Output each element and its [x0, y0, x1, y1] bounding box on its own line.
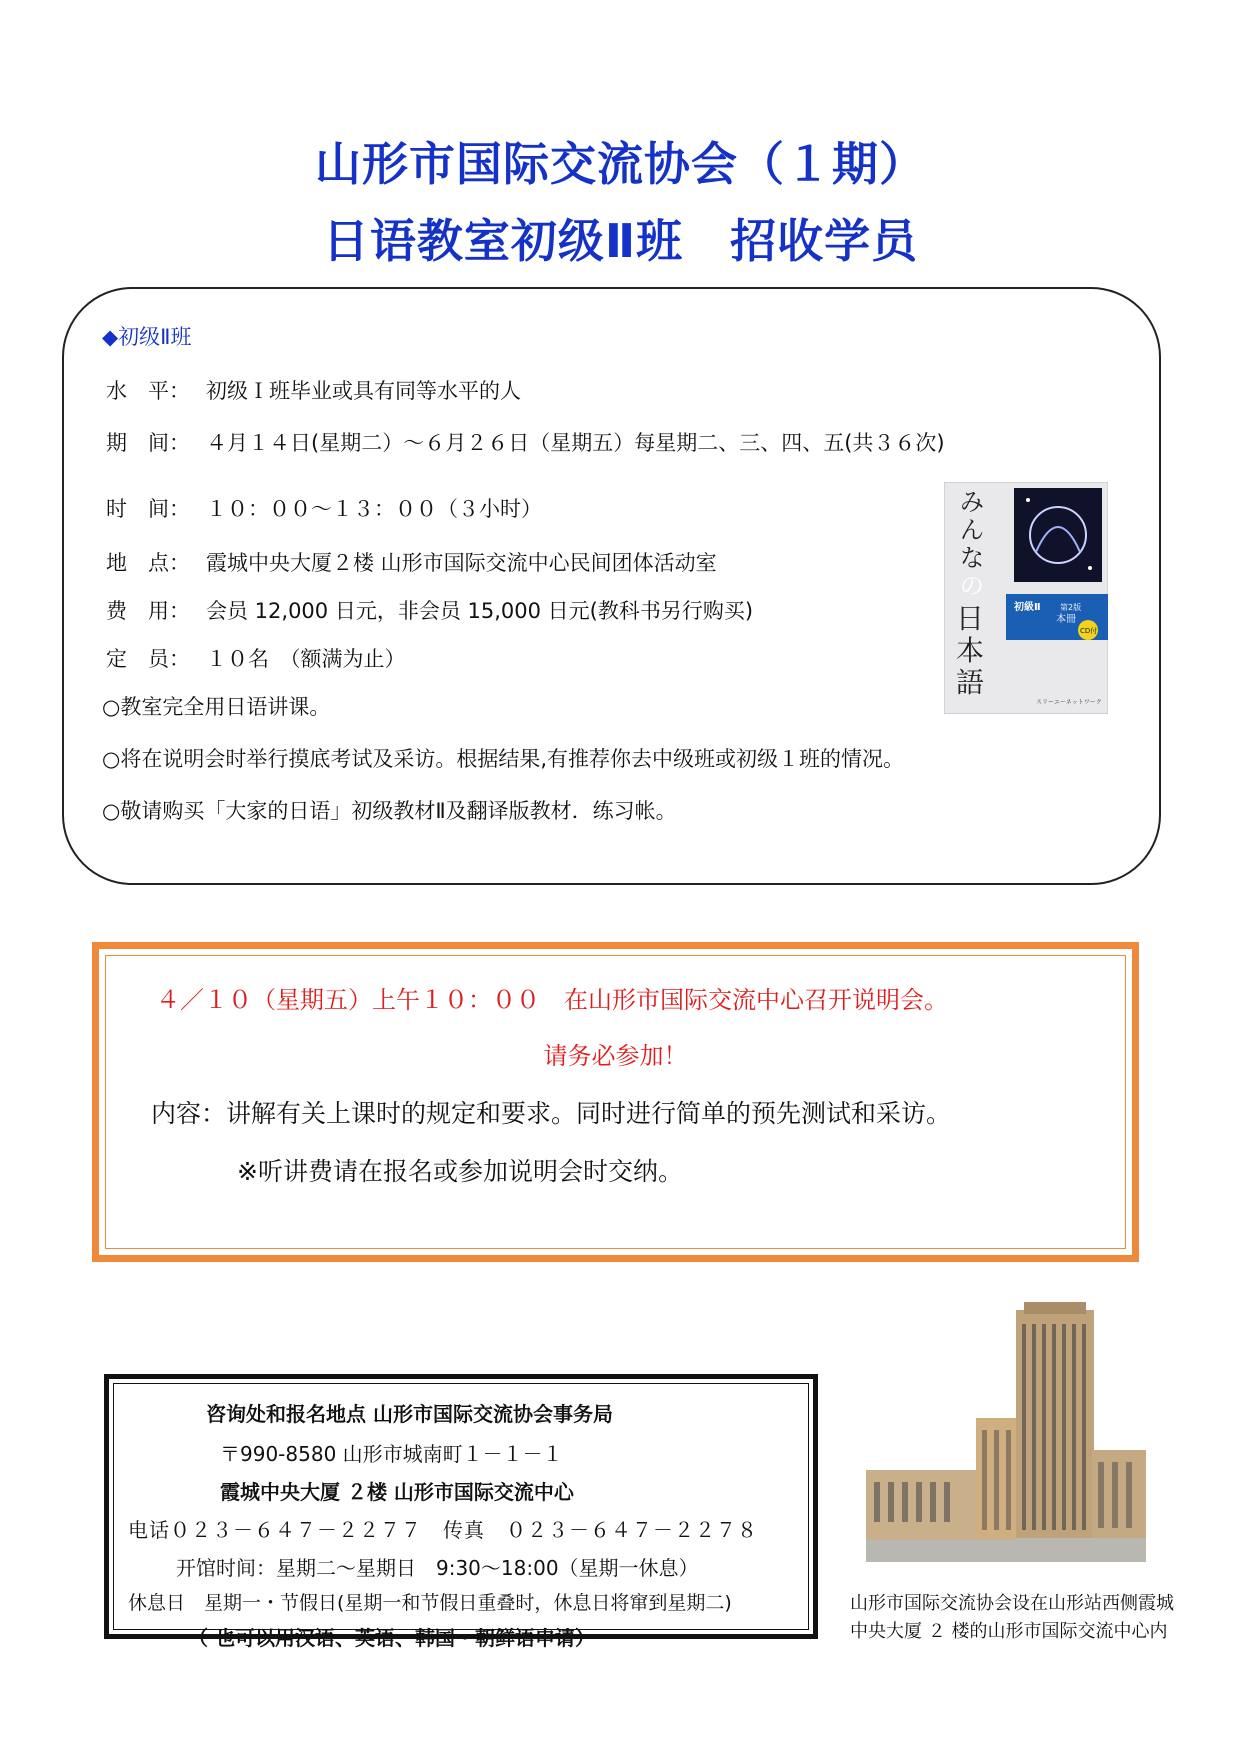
row-label: 费 用：: [106, 599, 190, 623]
cover-edition: 第2版: [1060, 603, 1082, 612]
course-row-place: [106, 547, 717, 577]
briefing-fee-note: ※听讲费请在报名或参加说明会时交纳。: [237, 1157, 683, 1186]
textbook-cover-image: [944, 482, 1108, 714]
row-value: １０名 （额满为止）: [206, 647, 406, 671]
course-note: ○敬请购买「大家的日语」初级教材Ⅱ及翻译版教材．练习帐。: [102, 799, 677, 823]
contact-inner-frame: [113, 1383, 809, 1650]
row-label: 定 员：: [106, 647, 190, 671]
course-info-box: [62, 287, 1161, 885]
cover-title-char: 本: [956, 634, 985, 667]
class-heading: ◆初级Ⅱ班: [102, 325, 192, 349]
contact-holidays: 休息日 星期一・节假日(星期一和节假日重叠时，休息日将窜到星期二): [128, 1592, 732, 1614]
contact-box: [104, 1374, 818, 1650]
cover-cd: CD付: [1080, 627, 1098, 635]
course-row-period: [106, 427, 945, 457]
briefing-inner-frame: [105, 955, 1126, 1249]
cover-publisher: スリーエーネットワーク: [1036, 699, 1102, 706]
row-value: 霞城中央大厦２楼 山形市国际交流中心民间团体活动室: [206, 551, 717, 575]
cover-level: 初級Ⅱ: [1014, 602, 1041, 613]
contact-title: 咨询处和报名地点 山形市国际交流协会事务局: [206, 1402, 613, 1426]
course-row-time: [106, 493, 542, 523]
contact-address: 〒990-8580 山形市城南町１－１－１: [220, 1442, 563, 1466]
cover-title-char: 語: [956, 666, 985, 699]
row-label: 期 间：: [106, 431, 190, 455]
cover-title-char: ん: [960, 516, 984, 544]
cover-title-char: な: [960, 544, 984, 572]
course-row-capacity: [106, 643, 406, 673]
cover-volume: 本冊: [1056, 614, 1076, 625]
briefing-content: 内容：讲解有关上课时的规定和要求。同时进行简单的预先测试和采访。: [151, 1099, 952, 1128]
row-label: 地 点：: [106, 551, 190, 575]
row-label: 时 间：: [106, 497, 190, 521]
contact-opening-hours: 开馆时间：星期二～星期日 9:30～18:00（星期一休息）: [176, 1556, 699, 1580]
cover-title-char: み: [960, 488, 984, 516]
course-note: ○将在说明会时举行摸底考试及采访。根据结果,有推荐你去中级班或初级１班的情况。: [102, 747, 904, 771]
contact-phone-fax: 电话０２３－６４７－２２７７ 传真 ０２３－６４７－２２７８: [128, 1518, 758, 1542]
cover-title-char: の: [960, 572, 984, 600]
contact-building: 霞城中央大厦 ２楼 山形市国际交流中心: [220, 1480, 574, 1504]
row-label: 水 平：: [106, 379, 190, 403]
page-title-line-1: 山形市国际交流协会（１期）: [315, 137, 926, 191]
course-note: ○教室完全用日语讲课。: [102, 695, 331, 719]
course-row-fee: [106, 595, 753, 625]
cover-title-char: 日: [956, 602, 985, 635]
row-value: １０：００～１３：００（３小时）: [206, 497, 542, 521]
briefing-box: [92, 942, 1139, 1262]
row-value: 初级Ｉ班毕业或具有同等水平的人: [206, 379, 521, 403]
building-caption: 山形市国际交流协会设在山形站西侧霞城中央大厦 ２ 楼的山形市国际交流中心内: [850, 1593, 1174, 1642]
row-value: 会员 12,000 日元，非会员 15,000 日元(教科书另行购买): [206, 599, 754, 623]
contact-languages: （ 也可以用汉语、英语、韩国・朝鲜语申请）: [188, 1626, 595, 1650]
page-title-line-2: 日语教室初级Ⅱ班 招收学员: [322, 214, 919, 268]
building-photo: [866, 1300, 1146, 1562]
briefing-call-to-action: 请务必参加！: [543, 1042, 688, 1070]
course-row-level: [106, 375, 521, 405]
row-value: ４月１４日(星期二）～６月２６日（星期五）每星期二、三、四、五(共３６次): [206, 431, 945, 455]
briefing-date: ４／１０（星期五）上午１０：００ 在山形市国际交流中心召开说明会。: [156, 986, 948, 1014]
